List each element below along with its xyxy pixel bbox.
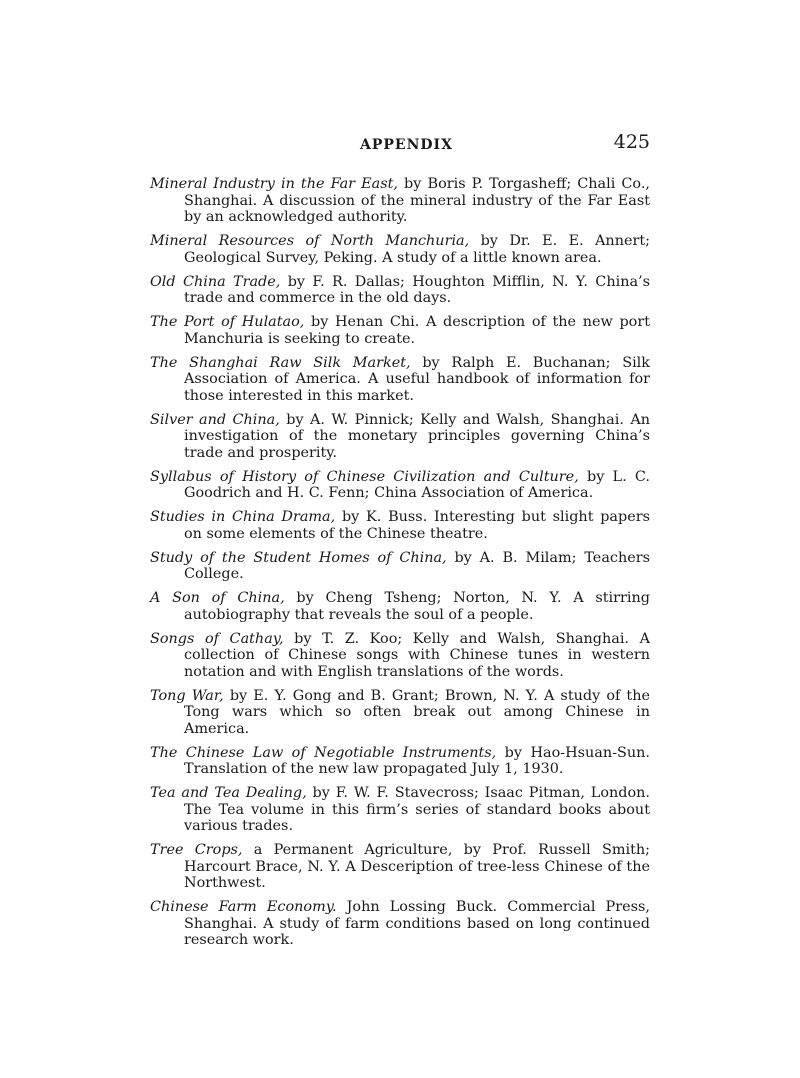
bibliography-entry <box>150 469 650 502</box>
entry-title: Tree Crops, <box>150 842 243 858</box>
bibliography-entry <box>150 899 650 949</box>
entry-title: The Chinese Law of Negotiable Instruments, <box>150 744 497 761</box>
bibliography-entry <box>150 688 650 738</box>
entry-details: by F. R. Dallas; Houghton Mifflin, N. Y. China’s trade and commerce in the old days. <box>184 273 650 306</box>
bibliography-entry <box>150 509 650 542</box>
entry-details: by E. Y. Gong and B. Grant; Brown, N. Y. A study of the Tong wars which so often break out among Chinese in America. <box>184 687 650 737</box>
entry-details: by A. B. Milam; Teachers College. <box>184 549 651 582</box>
entry-title: Studies in China Drama, <box>150 509 336 525</box>
bibliography-entry <box>150 274 650 307</box>
entry-details: by K. Buss. Interesting but slight papers on some elements of the Chinese theatre. <box>184 509 650 542</box>
bibliography-entry <box>150 412 650 462</box>
bibliography-entry <box>150 550 650 583</box>
bibliography-entry <box>150 314 650 347</box>
entry-title: Songs of Cathay, <box>150 630 284 647</box>
bibliography-entry <box>150 233 650 266</box>
bibliography-entry <box>150 355 650 405</box>
entry-title: Mineral Industry in the Far East, <box>150 176 398 192</box>
entry-title: Syllabus of History of Chinese Civilization and Culture, <box>150 468 579 485</box>
entry-title: Study of the Student Homes of China, <box>150 549 447 566</box>
entry-details: by L. C. Goodrich and H. C. Fenn; China Association of America. <box>184 468 650 501</box>
entry-details: John Lossing Buck. Commercial Press, Shanghai. A study of farm conditions based on long continued research work. <box>184 899 650 948</box>
entry-title: Tea and Tea Dealing, <box>150 785 307 801</box>
bibliography-entry <box>150 842 650 892</box>
entry-title: A Son of China, <box>150 590 285 606</box>
bibliography-list <box>150 176 650 956</box>
page-number: 425 <box>613 131 650 153</box>
running-head: APPENDIX <box>360 137 453 153</box>
bibliography-entry <box>150 745 650 778</box>
entry-title: Tong War, <box>150 687 224 704</box>
entry-title: The Port of Hulatao, <box>150 314 305 330</box>
page-header <box>150 131 650 157</box>
entry-title: The Shanghai Raw Silk Market, <box>150 354 411 371</box>
entry-details: by Dr. E. E. Annert; Geological Survey, Peking. A study of a little known area. <box>184 233 650 266</box>
entry-details: by Hao-Hsuan-Sun. Translation of the new law propagated July 1, 1930. <box>184 744 650 777</box>
entry-title: Mineral Resources of North Manchuria, <box>150 233 470 249</box>
bibliography-entry <box>150 631 650 681</box>
entry-details: by Boris P. Torgasheff; Chali Co., Shanghai. A discussion of the mineral industry of the Far East by an acknowledged authority. <box>184 176 650 225</box>
bibliography-entry <box>150 590 650 623</box>
entry-details: by T. Z. Koo; Kelly and Walsh, Shanghai. A collection of Chinese songs with Chinese tunes in western notation and with English translations of the words. <box>184 630 650 680</box>
entry-details: by Cheng Tsheng; Norton, N. Y. A stirring autobiography that reveals the soul of a people. <box>184 590 651 623</box>
entry-details: by A. W. Pinnick; Kelly and Walsh, Shanghai. An investigation of the monetary principles governing China’s trade and prosperity. <box>184 411 650 461</box>
entry-details: by Henan Chi. A description of the new port Manchuria is seeking to create. <box>184 314 650 347</box>
entry-details: by F. W. F. Stavecross; Isaac Pitman, London. The Tea volume in this firm’s series of standard books about various trades. <box>184 785 650 834</box>
entry-details: by Ralph E. Buchanan; Silk Association of America. A useful handbook of information for those interested in this market. <box>184 354 651 404</box>
bibliography-entry <box>150 785 650 835</box>
bibliography-entry <box>150 176 650 226</box>
entry-title: Old China Trade, <box>150 273 281 290</box>
entry-title: Chinese Farm Economy. <box>150 899 337 915</box>
entry-title: Silver and China, <box>150 411 280 428</box>
entry-details: a Permanent Agriculture, by Prof. Russell Smith; Harcourt Brace, N. Y. A Desceription of tree-less Chinese of the Northwest. <box>184 842 650 891</box>
